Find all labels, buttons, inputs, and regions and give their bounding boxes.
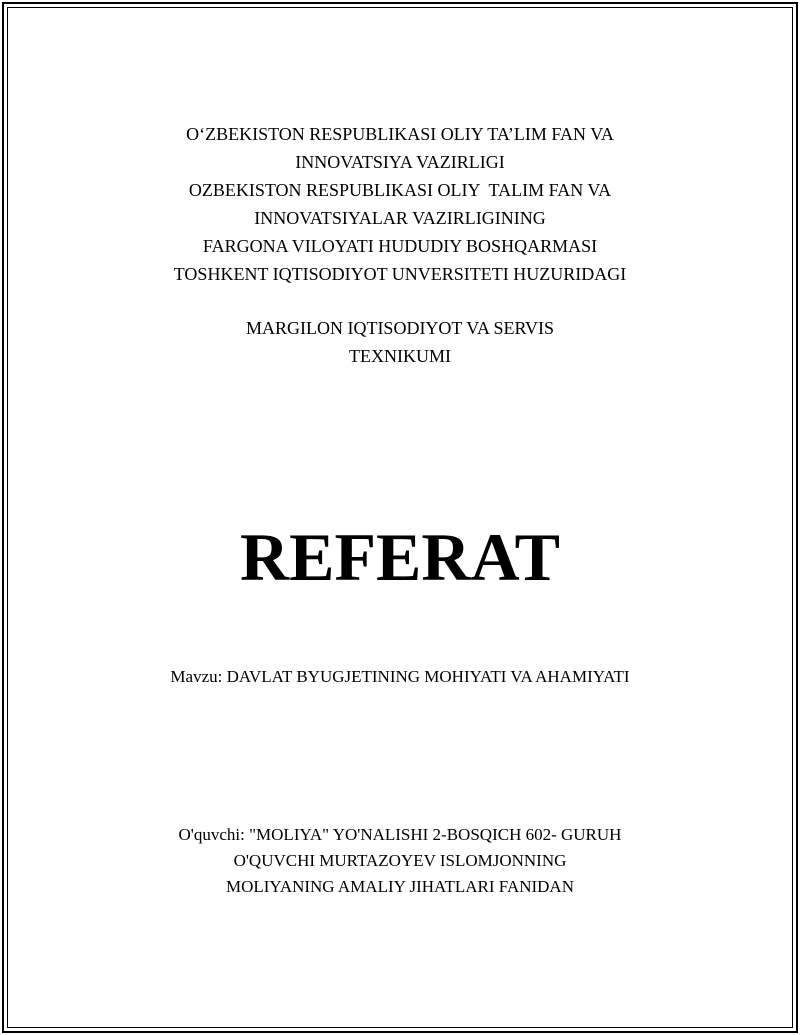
header-line: INNOVATSIYALAR VAZIRLIGINING — [254, 208, 546, 228]
header-line: TOSHKENT IQTISODIYOT UNVERSITETI HUZURIDAGI — [173, 264, 627, 284]
student-line: O'QUVCHI MURTAZOYEV ISLOMJONNING — [233, 851, 567, 870]
student-info — [0, 822, 800, 900]
topic-line: Mavzu: DAVLAT BYUGJETINING MOHIYATI VA AHAMIYATI — [170, 667, 630, 686]
topic-block — [0, 663, 800, 691]
college-name — [0, 314, 800, 370]
header-line: FARGONA VILOYATI HUDUDIY BOSHQARMASI — [202, 236, 598, 256]
student-line: MOLIYANING AMALIY JIHATLARI FANIDAN — [225, 877, 574, 896]
college-line: MARGILON IQTISODIYOT VA SERVIS — [245, 318, 555, 338]
header-line: O‘ZBEKISTON RESPUBLIKASI OLIY TA’LIM FAN VA — [186, 124, 614, 144]
document-title: REFERAT — [240, 519, 560, 595]
header-line: OZBEKISTON RESPUBLIKASI OLIY TALIM FAN VA — [188, 180, 612, 200]
college-line: TEXNIKUMI — [349, 346, 451, 366]
ministry-header — [0, 120, 800, 288]
header-line: INNOVATSIYA VAZIRLIGI — [295, 152, 505, 172]
student-line: O'quvchi: "MOLIYA" YO'NALISHI 2-BOSQICH 602- GURUH — [178, 825, 622, 844]
